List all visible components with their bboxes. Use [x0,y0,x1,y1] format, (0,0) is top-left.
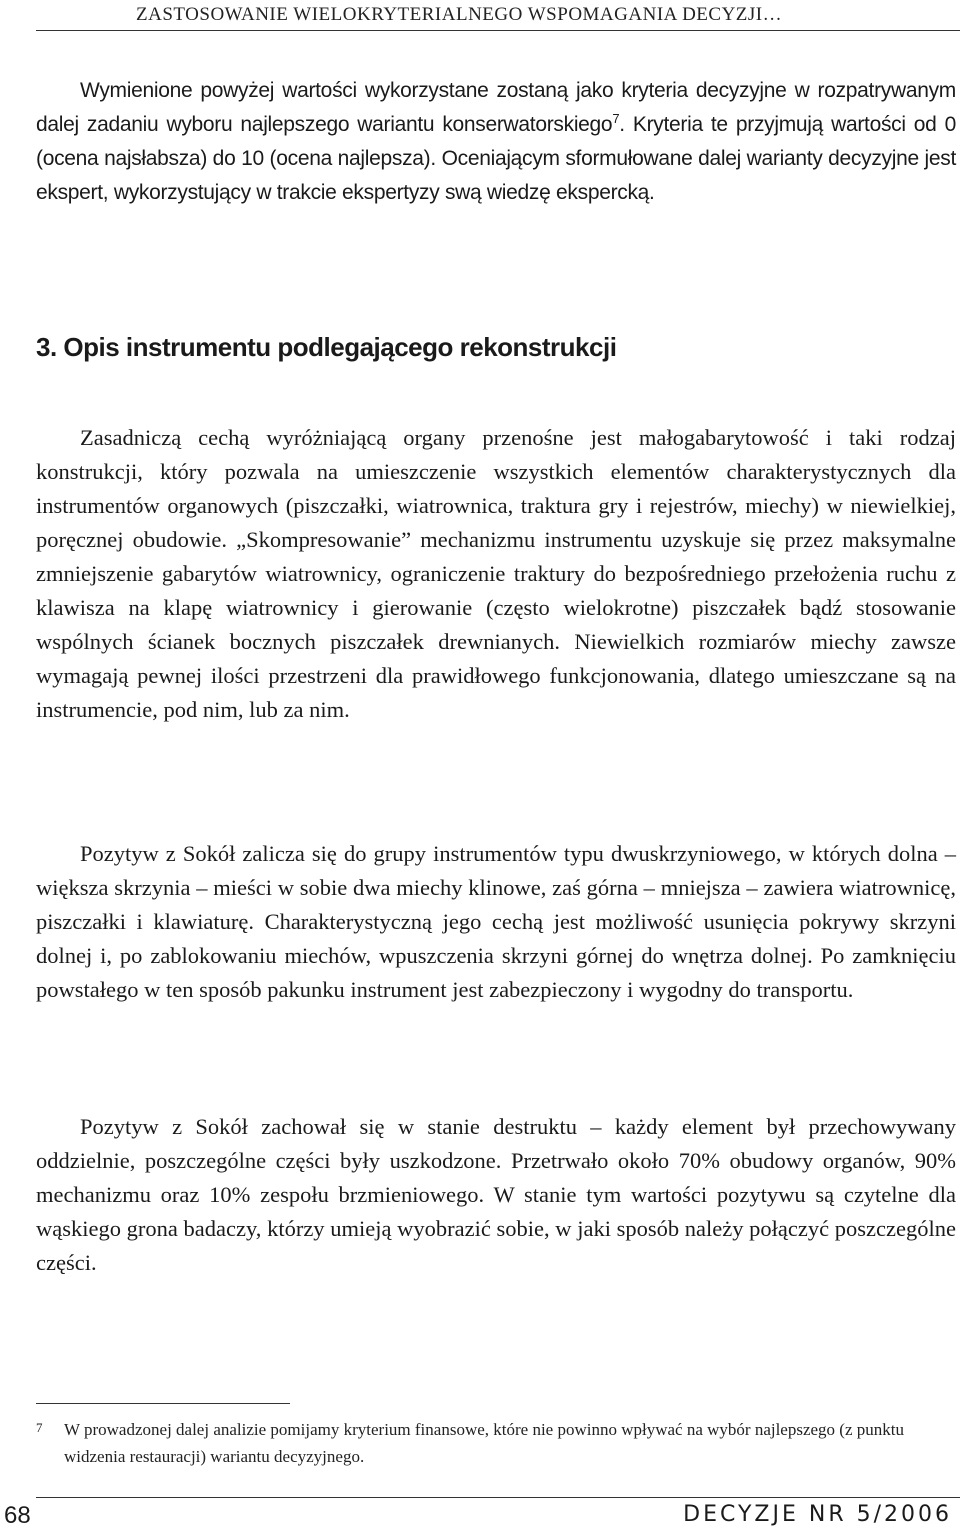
section-heading: 3. Opis instrumentu podlegającego rekonstrukcji [36,332,617,362]
footer-rule [36,1497,960,1498]
header-rule [36,30,960,31]
journal-name: DECYZJE NR 5/2006 [683,1502,952,1527]
body-paragraph-3: Pozytyw z Sokół zachował się w stanie destruktu – każdy element był przechowywany oddzielnie, poszczególne części były uszkodzone. Przetrwało około 70% obudowy organów, 90% mechanizmu oraz 10% zespołu brzmieniowego. W stanie tym wartości pozytywu są czytelne dla wąskiego grona badaczy, którzy umieją wyobrazić sobie, w jaki sposób należy połączyć poszczególne części. [36,1114,956,1275]
footnote-number: 7 [36,1420,43,1435]
running-title: ZASTOSOWANIE WIELOKRYTERIALNEGO WSPOMAGANIA DECYZJI… [136,4,783,25]
footnote-rule [36,1403,290,1404]
intro-text-part2: . Kryteria te przyjmują wartości od 0 (ocena najsłabsza) do 10 (ocena najlepsza). Oceniającym sformułowane dalej warianty decyzyjne jest ekspert, wykorzystujący w trakcie ekspertyzy swą wiedzę ekspercką. [36,113,956,204]
footnote-text: W prowadzonej dalej analizie pomijamy kryterium finansowe, które nie powinno wpływać na wybór najlepszego (z punktu widzenia restauracji) wariantu decyzyjnego. [64,1420,904,1466]
running-header [36,4,960,32]
body-paragraph-1: Zasadniczą cechą wyróżniającą organy przenośne jest małogabarytowość i taki rodzaj konstrukcji, który pozwala na umieszczenie wszystkich elementów charakterystycznych dla instrumentów organowych (piszczałki, wiatrownica, traktura gry i rejestrów, miechy) w niewielkiej, poręcznej obudowie. „Skompresowanie” mechanizmu instrumentu uzyskuje się przez maksymalne zmniejszenie gabarytów wiatrownicy, ograniczenie traktury do bezpośredniego przełożenia ruchu z klawisza na klapę wiatrownicy i gierowanie (często wielokrotne) piszczałek bądź stosowanie wspólnych ścianek bocznych piszczałek drewnianych. Niewielkich rozmiarów miechy zawsze wymagają pewnej ilości przestrzeni dla prawidłowego funkcjonowania, dlatego umieszczane są na instrumencie, pod nim, lub za nim. [36,425,956,722]
footnote-ref: 7 [612,111,620,126]
body-paragraph-2: Pozytyw z Sokół zalicza się do grupy instrumentów typu dwuskrzyniowego, w których dolna – większa skrzynia – mieści w sobie dwa miechy klinowe, zaś górna – mniejsza – zawiera wiatrownicę, piszczałki i klawiaturę. Charakterystyczną jego cechą jest możliwość usunięcia pokrywy skrzyni dolnej i, po zablokowaniu miechów, wpuszczenia skrzyni górnej do wnętrza dolnej. Po zamknięciu powstałego w ten sposób pakunku instrument jest zabezpieczony i wygodny do transportu. [36,841,956,1002]
page-number: 68 [4,1502,31,1529]
footnote [36,1416,956,1470]
intro-text-part1: Wymienione powyżej wartości wykorzystane zostaną jako kryteria decyzyjne w rozpatrywanym dalej zadaniu wyboru najlepszego wariantu konserwatorskiego [36,79,956,136]
intro-paragraph [36,74,956,210]
